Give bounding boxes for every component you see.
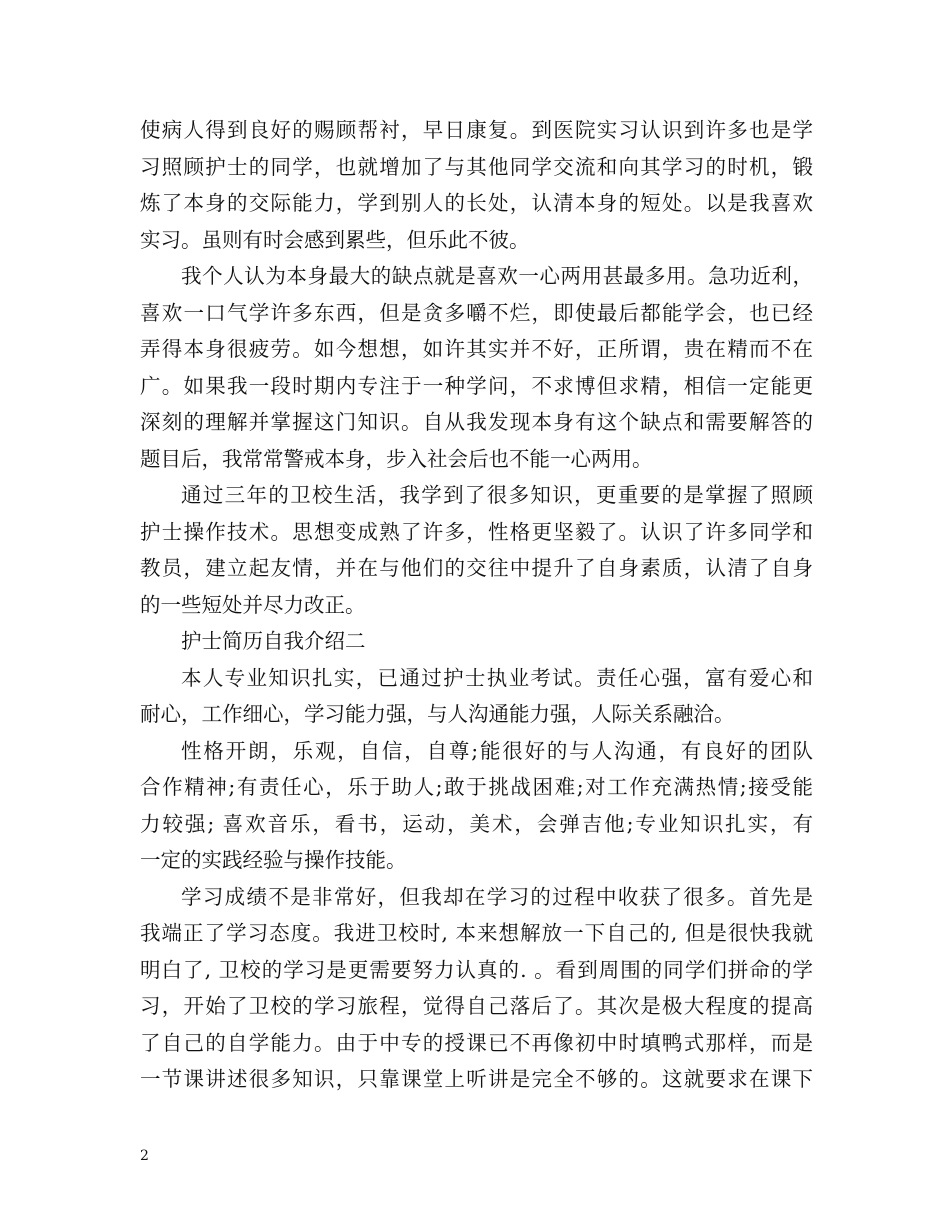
text-line: 我个人认为本身最大的缺点就是喜欢一心两用甚最多用。急功近利，	[181, 264, 813, 288]
text-line: 通过三年的卫校生活，我学到了很多知识，更重要的是掌握了照顾	[181, 483, 813, 507]
text-line: 力较强; 喜欢音乐，看书，运动，美术，会弹吉他;专业知识扎实，有	[140, 811, 813, 836]
text-line: 性格开朗，乐观，自信，自尊;能很好的与人沟通，有良好的团队	[181, 738, 813, 763]
text-line: 习，开始了卫校的学习旅程，觉得自己落后了。其次是极大程度的提高	[140, 994, 813, 1018]
text-line: 本人专业知识扎实，已通过护士执业考试。责任心强，富有爱心和	[181, 665, 813, 690]
text-line: 习照顾护士的同学，也就增加了与其他同学交流和向其学习的时机，锻	[140, 154, 813, 179]
text-line: 实习。虽则有时会感到累些，但乐此不彼。	[140, 227, 530, 252]
text-line: 的一些短处并尽力改正。	[140, 592, 366, 617]
text-line: 一定的实践经验与操作技能。	[140, 848, 407, 872]
text-line: 炼了本身的交际能力，学到别人的长处，认清本身的短处。以是我喜欢	[140, 191, 813, 215]
text-line: 耐心，工作细心，学习能力强，与人沟通能力强，人际关系融洽。	[140, 702, 735, 726]
text-line: 明白了, 卫校的学习是更需要努力认真的. 。看到周围的同学们拼命的学	[140, 957, 813, 982]
text-line: 护士操作技术。思想变成熟了许多，性格更坚毅了。认识了许多同学和	[140, 519, 813, 544]
text-line: 合作精神;有责任心，乐于助人;敢于挑战困难;对工作充满热情;接受能	[140, 775, 813, 799]
text-line: 学习成绩不是非常好，但我却在学习的过程中收获了很多。首先是	[181, 884, 813, 909]
page-number: 2	[140, 1148, 149, 1164]
text-line: 题目后，我常常警戒本身，步入社会后也不能一心两用。	[140, 446, 653, 471]
body-text	[140, 112, 813, 1098]
text-line: 了自己的自学能力。由于中专的授课已不再像初中时填鸭式那样，而是	[140, 1030, 813, 1055]
text-line: 护士简历自我介绍二	[181, 629, 366, 653]
text-line: 弄得本身很疲劳。如今想想，如许其实并不好，正所谓，贵在精而不在	[140, 337, 813, 361]
text-line: 使病人得到良好的赐顾帮衬，早日康复。到医院实习认识到许多也是学	[140, 118, 813, 142]
text-line: 喜欢一口气学许多东西，但是贪多嚼不烂，即使最后都能学会，也已经	[140, 300, 813, 325]
text-line: 我端正了学习态度。我进卫校时, 本来想解放一下自己的, 但是很快我就	[140, 921, 813, 945]
text-line: 深刻的理解并掌握这门知识。自从我发现本身有这个缺点和需要解答的	[140, 410, 813, 434]
text-line: 广。如果我一段时期内专注于一种学问，不求博但求精，相信一定能更	[140, 373, 813, 398]
text-line: 教员，建立起友情，并在与他们的交往中提升了自身素质，认清了自身	[140, 556, 813, 580]
text-line: 一节课讲述很多知识，只靠课堂上听讲是完全不够的。这就要求在课下	[140, 1067, 813, 1091]
